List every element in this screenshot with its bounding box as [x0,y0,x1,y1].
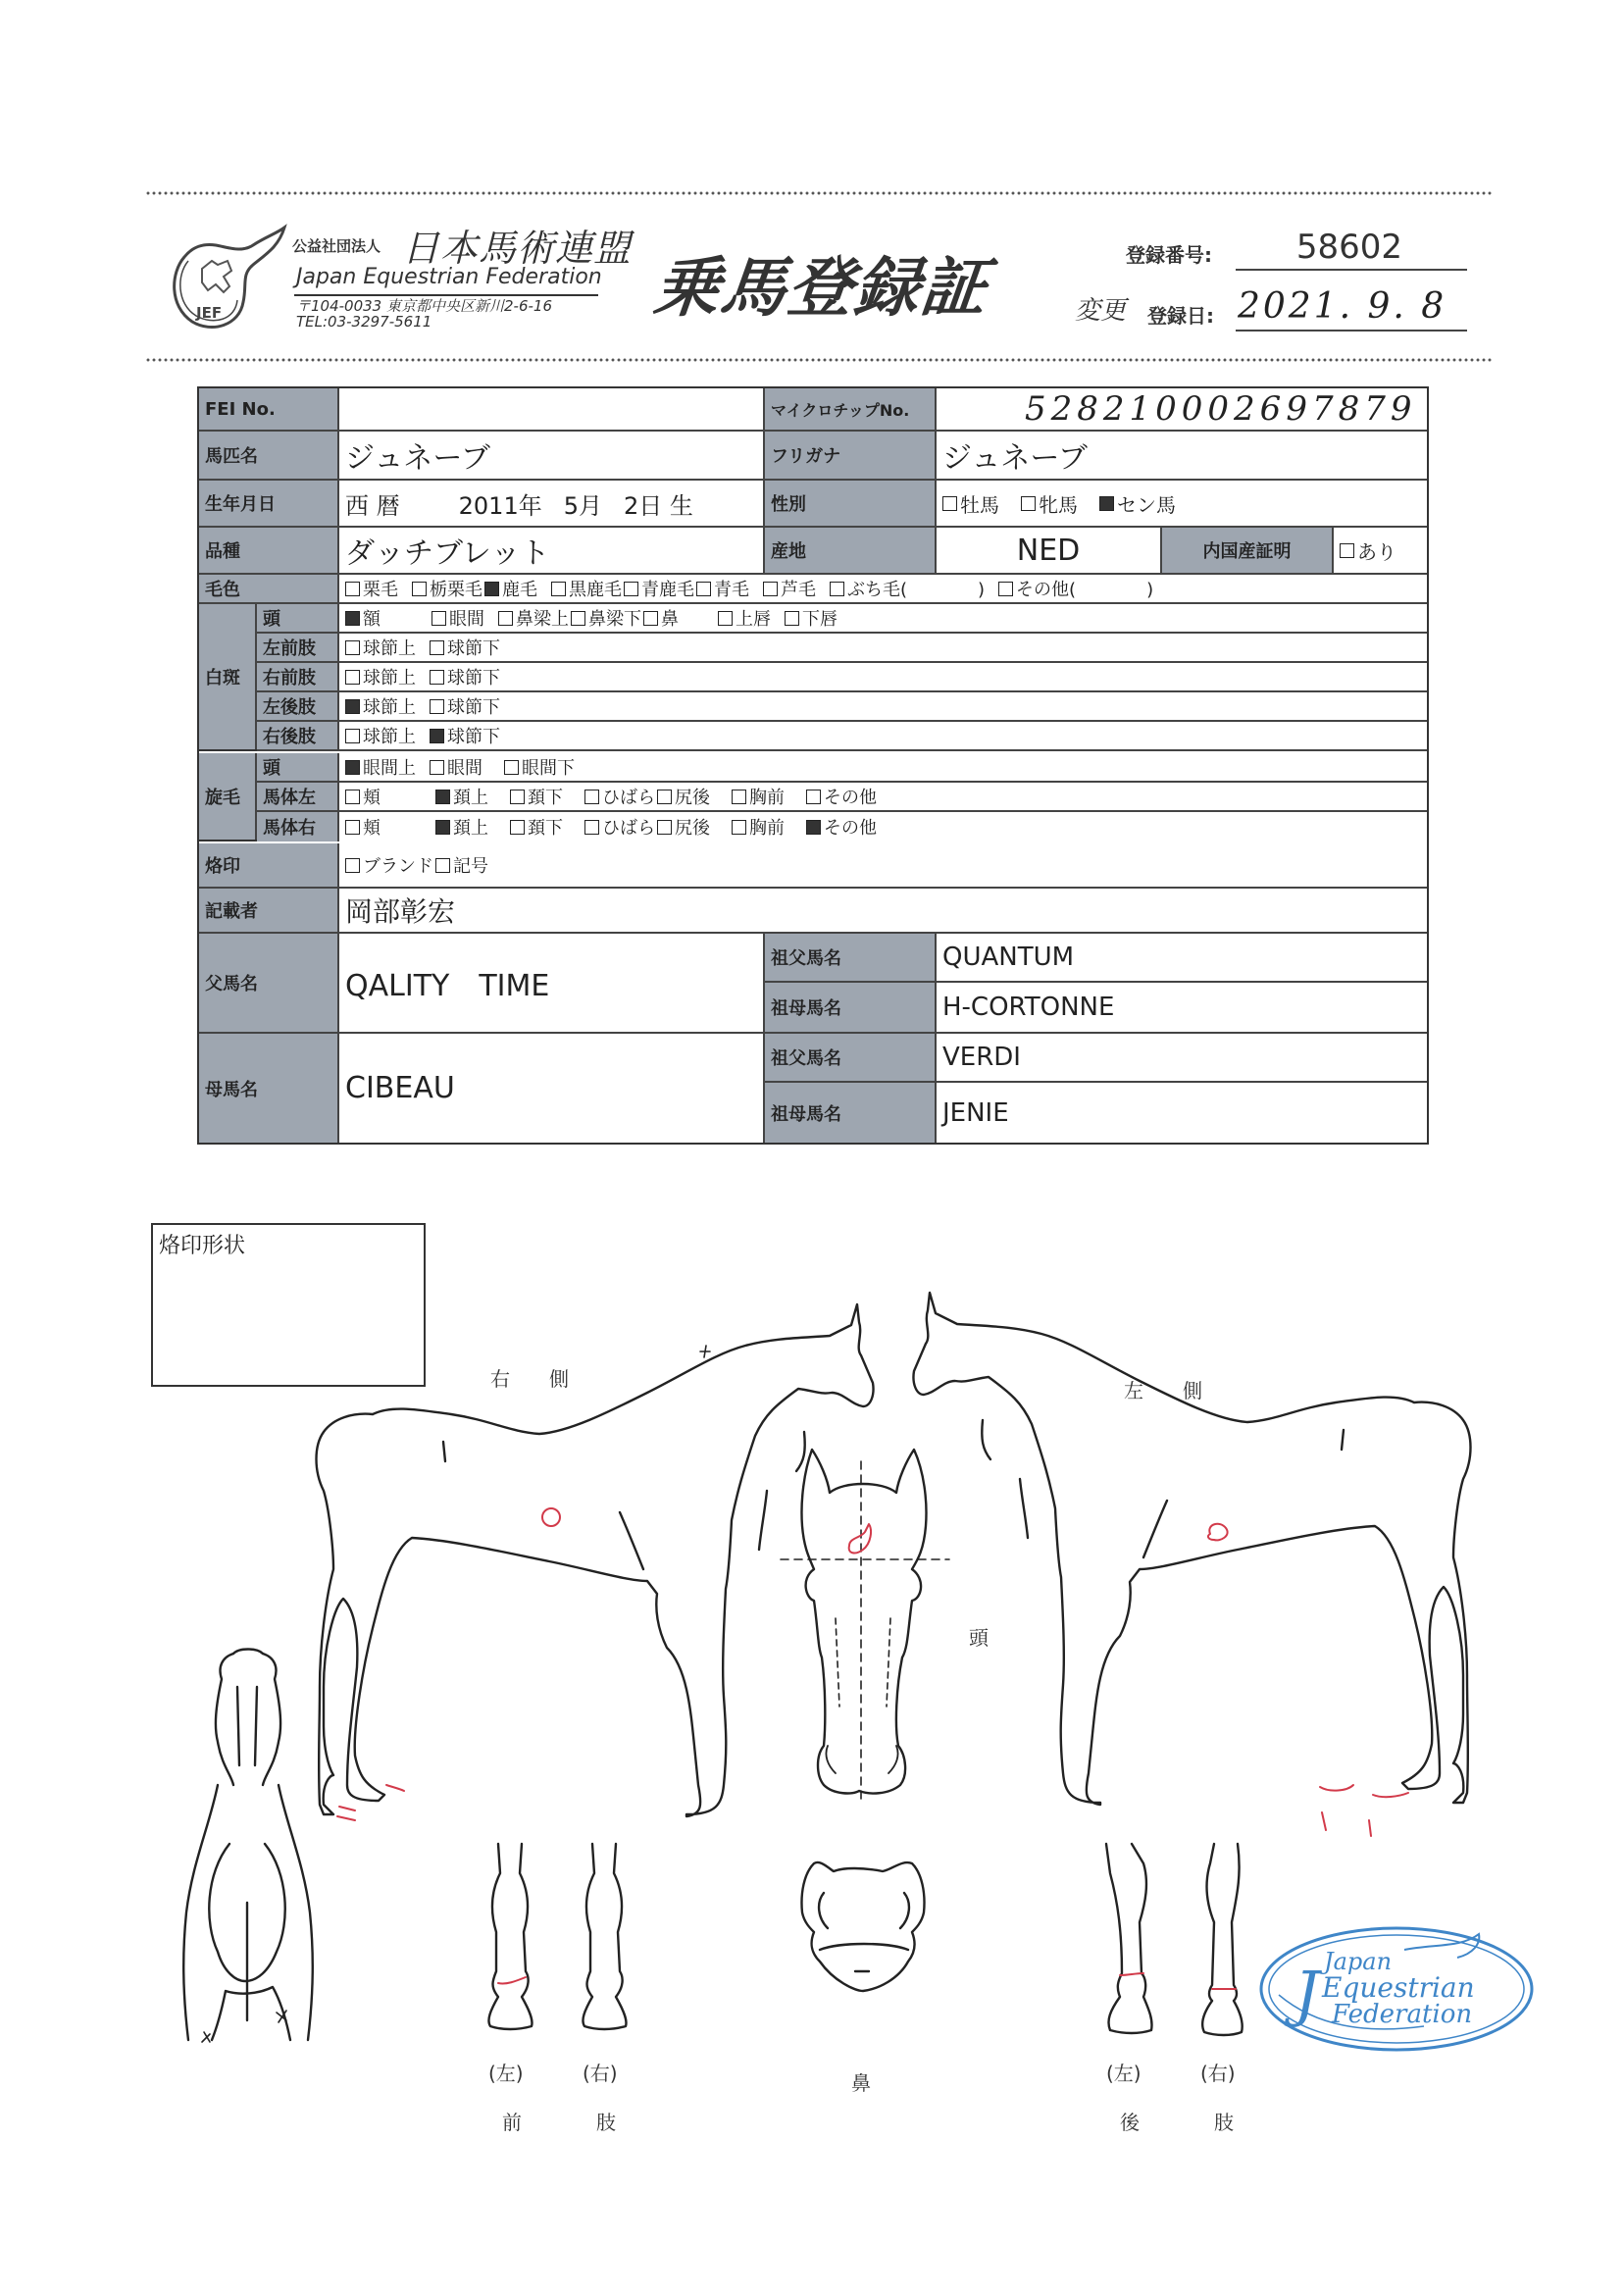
row-dam [199,1034,1427,1143]
fore-left-label: (左) [488,2062,524,2085]
option[interactable]: 鼻梁下 [571,605,641,631]
row-sire [199,934,1427,1034]
breed-label: 品種 [199,528,339,573]
checkbox[interactable] [1021,496,1036,511]
logo-text: JEF [196,304,223,322]
grandsire-value: QUANTUM [937,934,1427,981]
birth-day: 2日 生 [624,491,693,520]
hindleg-right-icon [1202,1844,1243,2035]
fore-caption-2: 肢 [596,2111,616,2134]
whorl-row-options [339,783,1427,810]
coat-option[interactable]: その他( ) [998,576,1153,601]
org-prefix: 公益社団法人 [292,237,381,255]
hindleg-left-icon [1106,1844,1152,2033]
white-row-options [339,692,1427,720]
registration-number-underline [1236,269,1467,271]
top-dotted-rule [145,190,1494,196]
row-horse-name [199,432,1427,481]
white-row-label: 右後肢 [257,722,339,749]
org-divider [294,294,598,296]
option-checked[interactable]: 額 [345,605,381,631]
coat-option[interactable]: 芦毛 [763,576,816,601]
svg-text:Equestrian: Equestrian [1322,1971,1475,2004]
option[interactable]: 鼻 [643,605,679,631]
sex-label: 性別 [765,481,937,526]
foreleg-left-icon [488,1844,532,2029]
option[interactable]: 球節下 [430,664,500,689]
brand-option-symbol[interactable]: 記号 [435,852,488,878]
grandsire-row [765,934,1427,983]
option[interactable]: 頚下 [510,784,563,809]
coat-option[interactable]: 青鹿毛 [624,576,694,601]
grandsire-label: 祖父馬名 [765,934,937,981]
option-checked[interactable]: 頚上 [435,784,488,809]
sex-options [937,481,1427,526]
foreleg-right-icon [583,1844,626,2029]
birth-date-label: 生年月日 [199,481,339,526]
whorl-row-label: 頭 [257,753,339,781]
checkbox[interactable] [942,496,957,511]
brand-option-brand[interactable]: ブランド [345,852,433,878]
white-row-label: 左後肢 [257,692,339,720]
white-row-right-hind [257,722,1427,751]
fore-right-label: (右) [583,2062,618,2085]
option[interactable]: 胸前 [732,814,785,840]
white-row-options [339,604,1427,632]
white-markings-label: 白斑 [199,604,257,749]
option[interactable]: 球節下 [430,693,500,719]
option-checked[interactable]: 球節上 [345,693,416,719]
option[interactable]: 尻後 [657,784,710,809]
option[interactable]: 頚下 [510,814,563,840]
granddam-label: 祖母馬名 [765,983,937,1032]
left-side-label: 左 側 [1124,1379,1202,1402]
option[interactable]: 頬 [345,784,381,809]
horse-name-value: ジュネーブ [339,432,765,479]
option[interactable]: 球節上 [345,723,416,748]
coat-color-options [339,575,1427,602]
white-row-label: 頭 [257,604,339,632]
checkbox-checked[interactable] [1099,496,1114,511]
granddam-value: H-CORTONNE [937,983,1427,1032]
whorls-label: 旋毛 [199,753,257,840]
option[interactable]: 上唇 [718,605,771,631]
row-fei-microchip [199,388,1427,432]
hind-right-label: (右) [1200,2062,1236,2085]
registration-date: 2021. 9. 8 [1238,286,1447,327]
fei-no-value [339,388,765,430]
horse-name-label: 馬匹名 [199,432,339,479]
option[interactable]: 球節下 [430,635,500,660]
org-address: 〒104-0033 東京都中央区新川2-6-16 [296,297,552,315]
whorl-row-label: 馬体右 [257,812,339,841]
recorder-value: 岡部彰宏 [339,889,1427,932]
fore-caption-1: 前 [502,2111,522,2134]
option-checked[interactable]: 頚上 [435,814,488,840]
whorl-row-body-left [257,783,1427,812]
row-breed-origin [199,528,1427,575]
svg-text:Federation: Federation [1332,2000,1473,2029]
head-label: 頭 [969,1626,989,1650]
birth-month: 5月 [563,491,602,520]
granddam-row [765,1083,1427,1143]
grandsire-value: VERDI [937,1034,1427,1081]
sire-label: 父馬名 [199,934,339,1032]
option[interactable]: ひばら [584,784,655,809]
horse-nose-icon [802,1862,925,1991]
microchip-label: マイクロチップNo. [765,388,937,430]
option[interactable]: 眼間 [431,605,484,631]
right-side-label: 右 側 [490,1367,569,1391]
whorl-row-options [339,812,1427,841]
grandsire-row [765,1034,1427,1083]
option-checked[interactable]: 球節下 [430,723,500,748]
coat-option[interactable]: ぶち毛( ) [830,576,985,601]
option[interactable]: 鼻梁上 [498,605,569,631]
row-coat-color [199,575,1427,604]
option[interactable]: 下唇 [785,605,837,631]
whorl-row-options [339,753,1427,781]
option-checked[interactable]: 眼間上 [345,754,416,780]
white-row-label: 左前肢 [257,634,339,661]
sex-option-mare[interactable]: 牝馬 [1021,489,1078,518]
birth-era: 西 暦 [345,491,400,520]
coat-color-label: 毛色 [199,575,339,602]
org-tel: TEL:03-3297-5611 [296,313,432,331]
granddam-value: JENIE [937,1083,1427,1143]
row-recorder [199,889,1427,934]
registration-table [197,386,1429,1145]
jef-stamp-icon [1257,1924,1536,2054]
svg-text:Japan: Japan [1324,1948,1393,1975]
document-title: 乗馬登録証 [650,250,992,326]
option[interactable]: 尻後 [657,814,710,840]
whorl-row-label: 馬体左 [257,783,339,810]
sire-value: QALITY TIME [339,934,765,1032]
whorl-row-body-right [257,812,1427,841]
option-checked[interactable]: その他 [806,814,877,840]
furigana-value: ジュネーブ [937,432,1427,479]
domestic-cert-label: 内国産証明 [1162,528,1334,573]
registration-number: 58602 [1295,228,1403,267]
breed-value: ダッチブレット [339,528,765,573]
option[interactable]: 眼間 [430,754,482,780]
option[interactable]: 球節上 [345,635,416,660]
whorl-row-head [257,753,1427,783]
hind-caption-1: 後 [1120,2111,1140,2134]
domestic-cert-option[interactable]: あり [1334,528,1427,573]
option[interactable]: ひばら [584,814,655,840]
brand-shape-box[interactable] [151,1223,426,1387]
birth-date-value [339,481,765,526]
white-row-head [257,604,1427,634]
granddam-row [765,983,1427,1032]
fei-no-label: FEI No. [199,388,339,430]
org-name-en: Japan Equestrian Federation [296,265,602,289]
white-row-options [339,722,1427,749]
granddam-label: 祖母馬名 [765,1083,937,1143]
jef-logo-icon [163,218,290,333]
hind-caption-2: 肢 [1214,2111,1234,2134]
hind-left-label: (左) [1106,2062,1142,2085]
checkbox[interactable] [1340,543,1354,558]
sex-option-gelding[interactable]: セン馬 [1099,489,1176,518]
row-birth-sex [199,481,1427,528]
origin-value: NED [937,528,1162,573]
option[interactable]: 球節上 [345,664,416,689]
coat-option[interactable]: 青毛 [696,576,749,601]
change-mark: 変更 [1075,296,1127,326]
registration-date-underline [1236,330,1467,331]
white-row-left-hind [257,692,1427,722]
white-row-right-fore [257,663,1427,692]
birth-year: 2011年 [458,491,542,520]
grandsire-label: 祖父馬名 [765,1034,937,1081]
coat-option[interactable]: 栃栗毛 [412,576,482,601]
white-row-options [339,634,1427,661]
microchip-value: 528210002697879 [937,388,1427,430]
org-address-block [296,298,552,330]
coat-option[interactable]: 黒鹿毛 [551,576,622,601]
dam-value: CIBEAU [339,1034,765,1143]
coat-option[interactable]: 栗毛 [345,576,398,601]
org-name-jp: 日本馬術連盟 [402,227,633,270]
furigana-label: フリガナ [765,432,937,479]
bottom-dotted-rule [145,357,1494,363]
option[interactable]: 胸前 [732,784,785,809]
white-row-left-fore [257,634,1427,663]
recorder-label: 記載者 [199,889,339,932]
brand-label: 烙印 [199,843,339,887]
white-row-options [339,663,1427,690]
registration-number-label: 登録番号: [1126,243,1212,267]
option[interactable]: その他 [806,784,877,809]
origin-label: 産地 [765,528,937,573]
svg-text:J: J [1294,1958,1319,2029]
dam-label: 母馬名 [199,1034,339,1143]
brand-shape-label: 烙印形状 [159,1234,246,1258]
registration-date-label: 登録日: [1147,304,1214,328]
horse-head-front-icon [781,1450,949,1805]
white-row-label: 右前肢 [257,663,339,690]
sex-option-stallion[interactable]: 牡馬 [942,489,999,518]
option[interactable]: 眼間下 [504,754,575,780]
row-brand [199,843,1427,889]
nose-label: 鼻 [851,2071,871,2095]
coat-option-checked[interactable]: 鹿毛 [484,576,537,601]
horse-rear-view-icon [183,1650,313,2043]
brand-options [339,843,1427,887]
option[interactable]: 頬 [345,814,381,840]
horse-left-side-icon [913,1293,1470,1805]
